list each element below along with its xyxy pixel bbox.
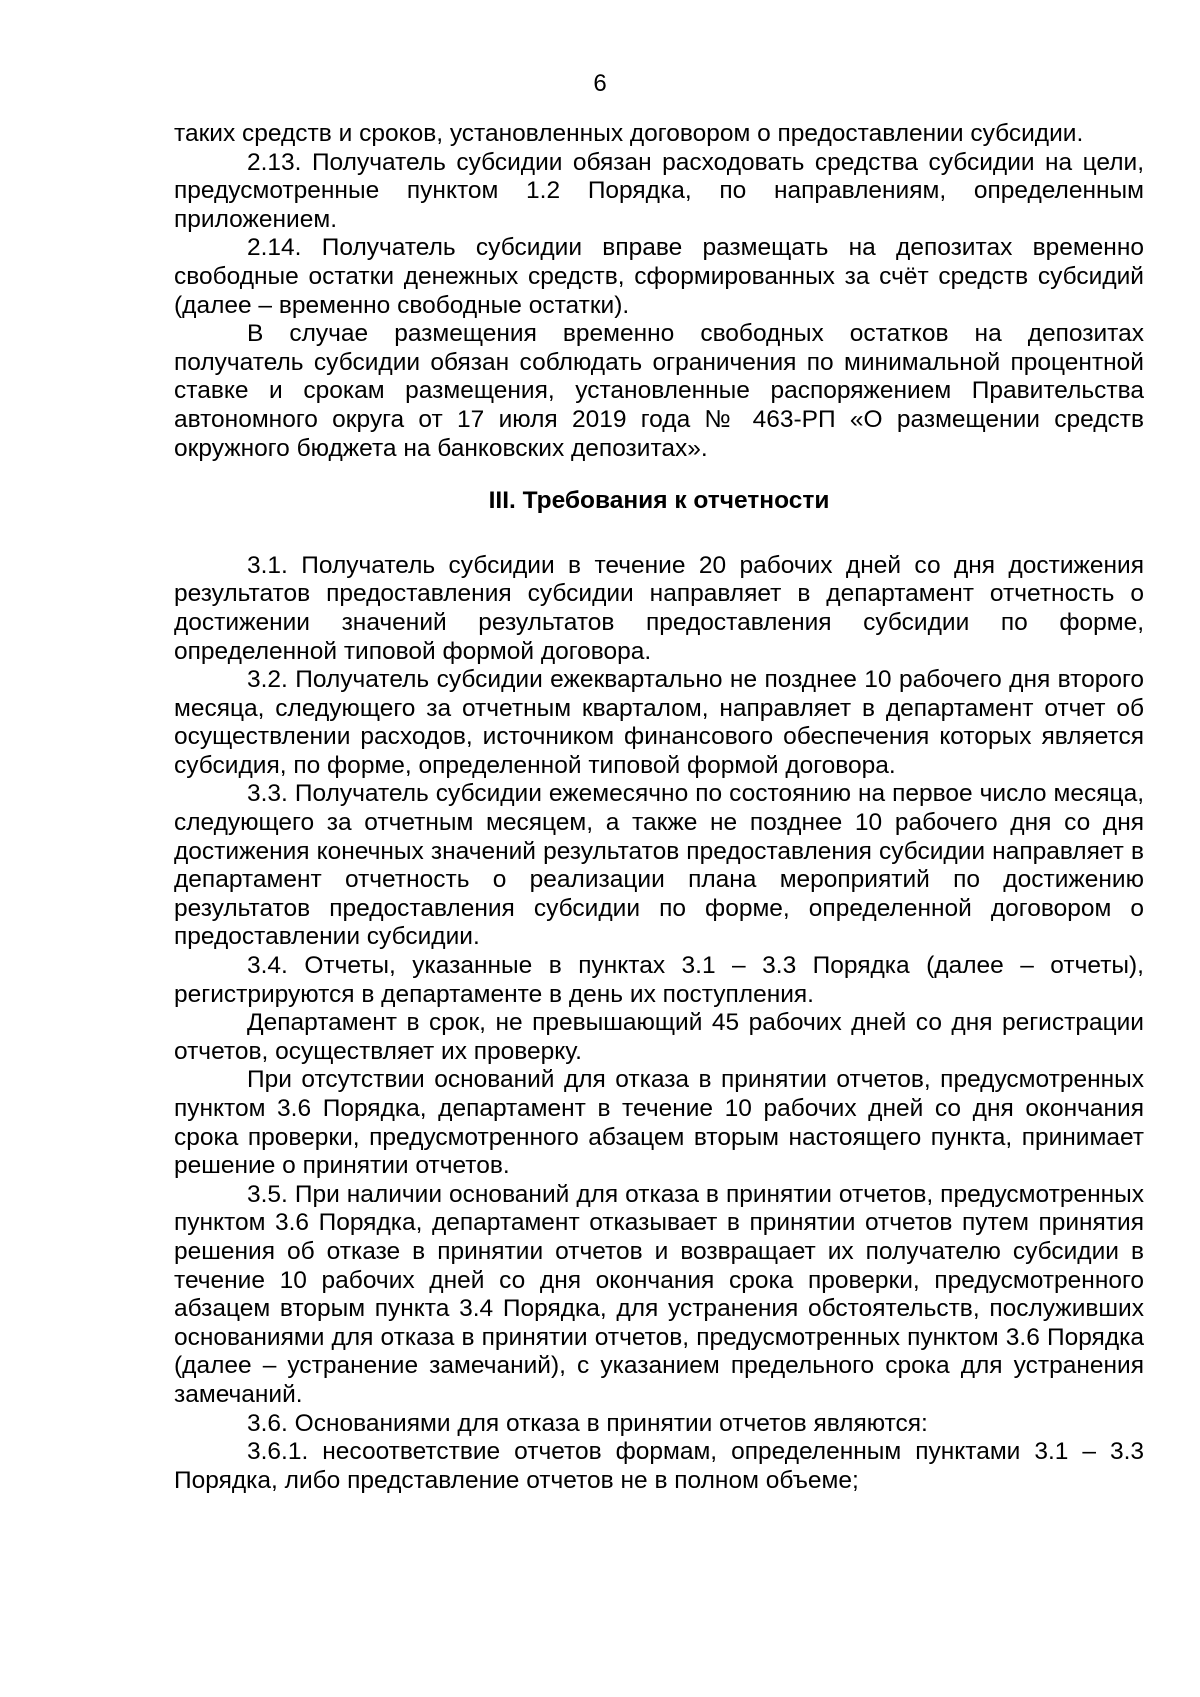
paragraph-3-2: 3.2. Получатель субсидии ежеквартально не позднее 10 рабочего дня второго месяца, следующего за отчетным кварталом, направляет в департамент отчет об осуществлении расходов, источником финансового обеспечения которых является субсидия, по форме, определенной типовой формой договора. — [174, 666, 1144, 779]
section-heading: III. Требования к отчетности — [488, 487, 830, 515]
paragraph-3-6-1: 3.6.1. несоответствие отчетов формам, определенным пунктами 3.1 – 3.3 Порядка, либо представление отчетов не в полном объеме; — [174, 1438, 1144, 1494]
paragraph-2-13: 2.13. Получатель субсидии обязан расходовать средства субсидии на цели, предусмотренные пунктом 1.2 Порядка, по направлениям, определенным приложением. — [174, 148, 1144, 233]
paragraph-3-4: 3.4. Отчеты, указанные в пунктах 3.1 – 3.3 Порядка (далее – отчеты), регистрируются в департаменте в день их поступления. — [174, 952, 1144, 1008]
paragraph-continuation: таких средств и сроков, установленных договором о предоставлении субсидии. — [174, 120, 1084, 147]
page-number: 6 — [593, 70, 607, 97]
paragraph-3-5: 3.5. При наличии оснований для отказа в принятии отчетов, предусмотренных пунктом 3.6 Порядка, департамент отказывает в принятии отчетов путем принятия решения об отказе в принятии отчетов и возвращает их получателю субсидии в течение 10 рабочих дней со дня окончания срока проверки, предусмотренного абзацем вторым пункта 3.4 Порядка, для устранения обстоятельств, послуживших основаниями для отказа в принятии отчетов, предусмотренных пунктом 3.6 Порядка (далее – устранение замечаний), с указанием предельного срока для устранения замечаний. — [174, 1180, 1144, 1408]
paragraph-2-14: 2.14. Получатель субсидии вправе размещать на депозитах временно свободные остатки денежных средств, сформированных за счёт средств субсидий (далее – временно свободные остатки). — [174, 234, 1144, 319]
paragraph-3-3: 3.3. Получатель субсидии ежемесячно по состоянию на первое число месяца, следующего за отчетным месяцем, а также не позднее 10 рабочего дня со дня достижения конечных значений результатов предоставления субсидии направляет в департамент отчетность о реализации плана мероприятий по достижению результатов предоставления субсидии по форме, определенной договором о предоставлении субсидии. — [174, 780, 1144, 951]
paragraph-3-6: 3.6. Основаниями для отказа в принятии отчетов являются: — [247, 1409, 928, 1437]
paragraph-3-4-check-period: Департамент в срок, не превышающий 45 рабочих дней со дня регистрации отчетов, осуществляет их проверку. — [174, 1009, 1144, 1065]
paragraph-3-1: 3.1. Получатель субсидии в течение 20 рабочих дней со дня достижения результатов предоставления субсидии направляет в департамент отчетность о достижении значений результатов предоставления субсидии по форме, определенной типовой формой договора. — [174, 551, 1144, 665]
paragraph-deposit-placement: В случае размещения временно свободных остатков на депозитах получатель субсидии обязан соблюдать ограничения по минимальной процентной ставке и срокам размещения, установленные распоряжением Правительства автономного округа от 17 июля 2019 года № 463-РП «О размещении средств окружного бюджета на банковских депозитах». — [174, 320, 1144, 462]
paragraph-3-4-acceptance: При отсутствии оснований для отказа в принятии отчетов, предусмотренных пунктом 3.6 Порядка, департамент в течение 10 рабочих дней со дня окончания срока проверки, предусмотренного абзацем вторым настоящего пункта, принимает решение о принятии отчетов. — [174, 1066, 1144, 1180]
document-body — [174, 120, 1144, 1495]
